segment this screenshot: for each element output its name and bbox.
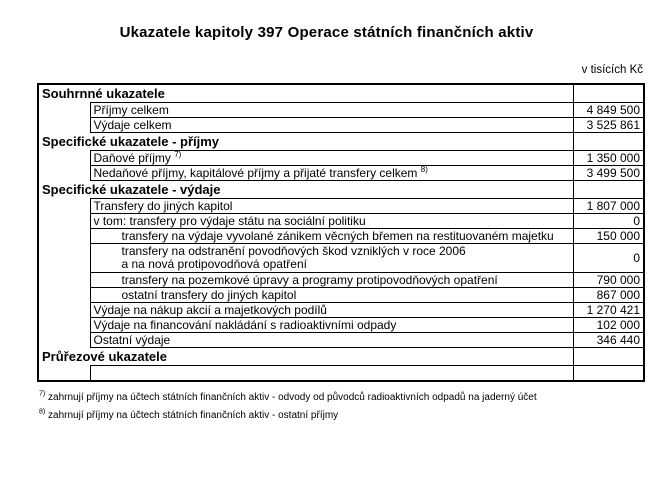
indent-spacer-cell bbox=[38, 303, 90, 318]
section-label-cell bbox=[38, 84, 573, 103]
indent-spacer-cell bbox=[38, 166, 90, 181]
row-label: Výdaje na nákup akcií a majetkových podílů bbox=[93, 302, 327, 317]
footnote-marker: 7) bbox=[39, 390, 46, 398]
row-label: Příjmy celkem bbox=[93, 102, 169, 117]
indent-spacer-cell bbox=[38, 214, 90, 229]
row-label-cell bbox=[90, 151, 573, 166]
indent-spacer-cell bbox=[38, 366, 90, 382]
data-row bbox=[38, 366, 644, 382]
row-label-cell bbox=[90, 366, 573, 382]
row-label-cell bbox=[90, 103, 573, 118]
data-row bbox=[38, 103, 644, 118]
indent-spacer-cell bbox=[38, 118, 90, 133]
indent-spacer-cell bbox=[38, 288, 90, 303]
row-label-cell bbox=[90, 244, 573, 273]
value-cell: 1 270 421 bbox=[573, 303, 644, 318]
footnote-text: zahrnují příjmy na účtech státních finančních aktiv - ostatní příjmy bbox=[48, 410, 339, 421]
indent-spacer-cell bbox=[38, 273, 90, 288]
section-row bbox=[38, 133, 644, 151]
row-label: transfery na pozemkové úpravy a programy protipovodňových opatření bbox=[121, 272, 498, 287]
value-cell: 867 000 bbox=[573, 288, 644, 303]
footnote-marker: 8) bbox=[39, 408, 46, 416]
row-label: transfery na výdaje vyvolané zánikem věcných břemen na restituovaném majetku bbox=[121, 228, 554, 243]
indicators-table-body bbox=[38, 84, 644, 381]
footnote bbox=[39, 392, 643, 404]
value-cell: 4 849 500 bbox=[573, 103, 644, 118]
row-label: Nedaňové příjmy, kapitálové příjmy a přijaté transfery celkem bbox=[93, 165, 418, 180]
row-label-cell bbox=[90, 333, 573, 348]
value-cell: 102 000 bbox=[573, 318, 644, 333]
data-row bbox=[38, 244, 644, 273]
data-row bbox=[38, 318, 644, 333]
value-cell: 150 000 bbox=[573, 229, 644, 244]
value-cell bbox=[573, 181, 644, 199]
value-cell: 1 807 000 bbox=[573, 199, 644, 214]
section-label-cell bbox=[38, 181, 573, 199]
row-label-cell bbox=[90, 318, 573, 333]
row-label-cell bbox=[90, 229, 573, 244]
row-label: Daňové příjmy bbox=[93, 150, 171, 165]
data-row bbox=[38, 199, 644, 214]
section-label: Specifické ukazatele - příjmy bbox=[42, 134, 220, 149]
row-label-cell bbox=[90, 273, 573, 288]
row-label-cell bbox=[90, 214, 573, 229]
section-label-cell bbox=[38, 133, 573, 151]
data-row bbox=[38, 166, 644, 181]
indent-spacer-cell bbox=[38, 103, 90, 118]
data-row bbox=[38, 151, 644, 166]
row-label-cell bbox=[90, 288, 573, 303]
indent-spacer-cell bbox=[38, 244, 90, 273]
data-row bbox=[38, 229, 644, 244]
value-cell: 0 bbox=[573, 214, 644, 229]
value-cell bbox=[573, 133, 644, 151]
value-cell: 3 499 500 bbox=[573, 166, 644, 181]
row-label: v tom: transfery pro výdaje státu na sociální politiku bbox=[93, 213, 366, 228]
page-title: Ukazatele kapitoly 397 Operace státních finančních aktiv bbox=[119, 24, 534, 41]
footnote bbox=[39, 410, 643, 422]
row-label: transfery na odstranění povodňových škod vzniklých v roce 2006 bbox=[121, 244, 466, 258]
row-label: Ostatní výdaje bbox=[93, 332, 171, 347]
row-label-cell bbox=[90, 118, 573, 133]
unit-label: v tisících Kč bbox=[581, 64, 643, 76]
row-label: Výdaje celkem bbox=[93, 117, 172, 132]
section-row bbox=[38, 348, 644, 366]
indent-spacer-cell bbox=[38, 151, 90, 166]
value-cell: 3 525 861 bbox=[573, 118, 644, 133]
value-cell: 1 350 000 bbox=[573, 151, 644, 166]
indent-spacer-cell bbox=[38, 333, 90, 348]
indent-spacer-cell bbox=[38, 318, 90, 333]
indicators-table bbox=[37, 83, 645, 382]
value-cell: 346 440 bbox=[573, 333, 644, 348]
indent-spacer-cell bbox=[38, 229, 90, 244]
row-label: Transfery do jiných kapitol bbox=[93, 198, 233, 213]
row-label: ostatní transfery do jiných kapitol bbox=[121, 287, 297, 302]
row-label-cell bbox=[90, 166, 573, 181]
row-label-cell bbox=[90, 199, 573, 214]
footnotes bbox=[39, 392, 643, 428]
data-row bbox=[38, 333, 644, 348]
data-row bbox=[38, 303, 644, 318]
value-cell bbox=[573, 348, 644, 366]
section-row bbox=[38, 84, 644, 103]
row-label-cell bbox=[90, 303, 573, 318]
footnote-text: zahrnují příjmy na účtech státních finančních aktiv - odvody od původců radioaktivních odpadů na jaderný účet bbox=[48, 392, 537, 403]
value-cell bbox=[573, 84, 644, 103]
row-label: Výdaje na financování nakládání s radioaktivními odpady bbox=[93, 317, 397, 332]
footnote-ref: 8) bbox=[420, 165, 428, 174]
value-cell bbox=[573, 366, 644, 382]
value-cell: 790 000 bbox=[573, 273, 644, 288]
section-label: Specifické ukazatele - výdaje bbox=[42, 182, 221, 197]
data-row bbox=[38, 214, 644, 229]
data-row bbox=[38, 288, 644, 303]
row-label-line2: a na nová protipovodňová opatření bbox=[121, 257, 307, 271]
value-cell: 0 bbox=[573, 244, 644, 273]
data-row bbox=[38, 273, 644, 288]
section-label: Průřezové ukazatele bbox=[42, 349, 168, 364]
data-row bbox=[38, 118, 644, 133]
footnote-ref: 7) bbox=[174, 150, 182, 159]
section-label: Souhrnné ukazatele bbox=[42, 86, 165, 101]
section-row bbox=[38, 181, 644, 199]
section-label-cell bbox=[38, 348, 573, 366]
indent-spacer-cell bbox=[38, 199, 90, 214]
